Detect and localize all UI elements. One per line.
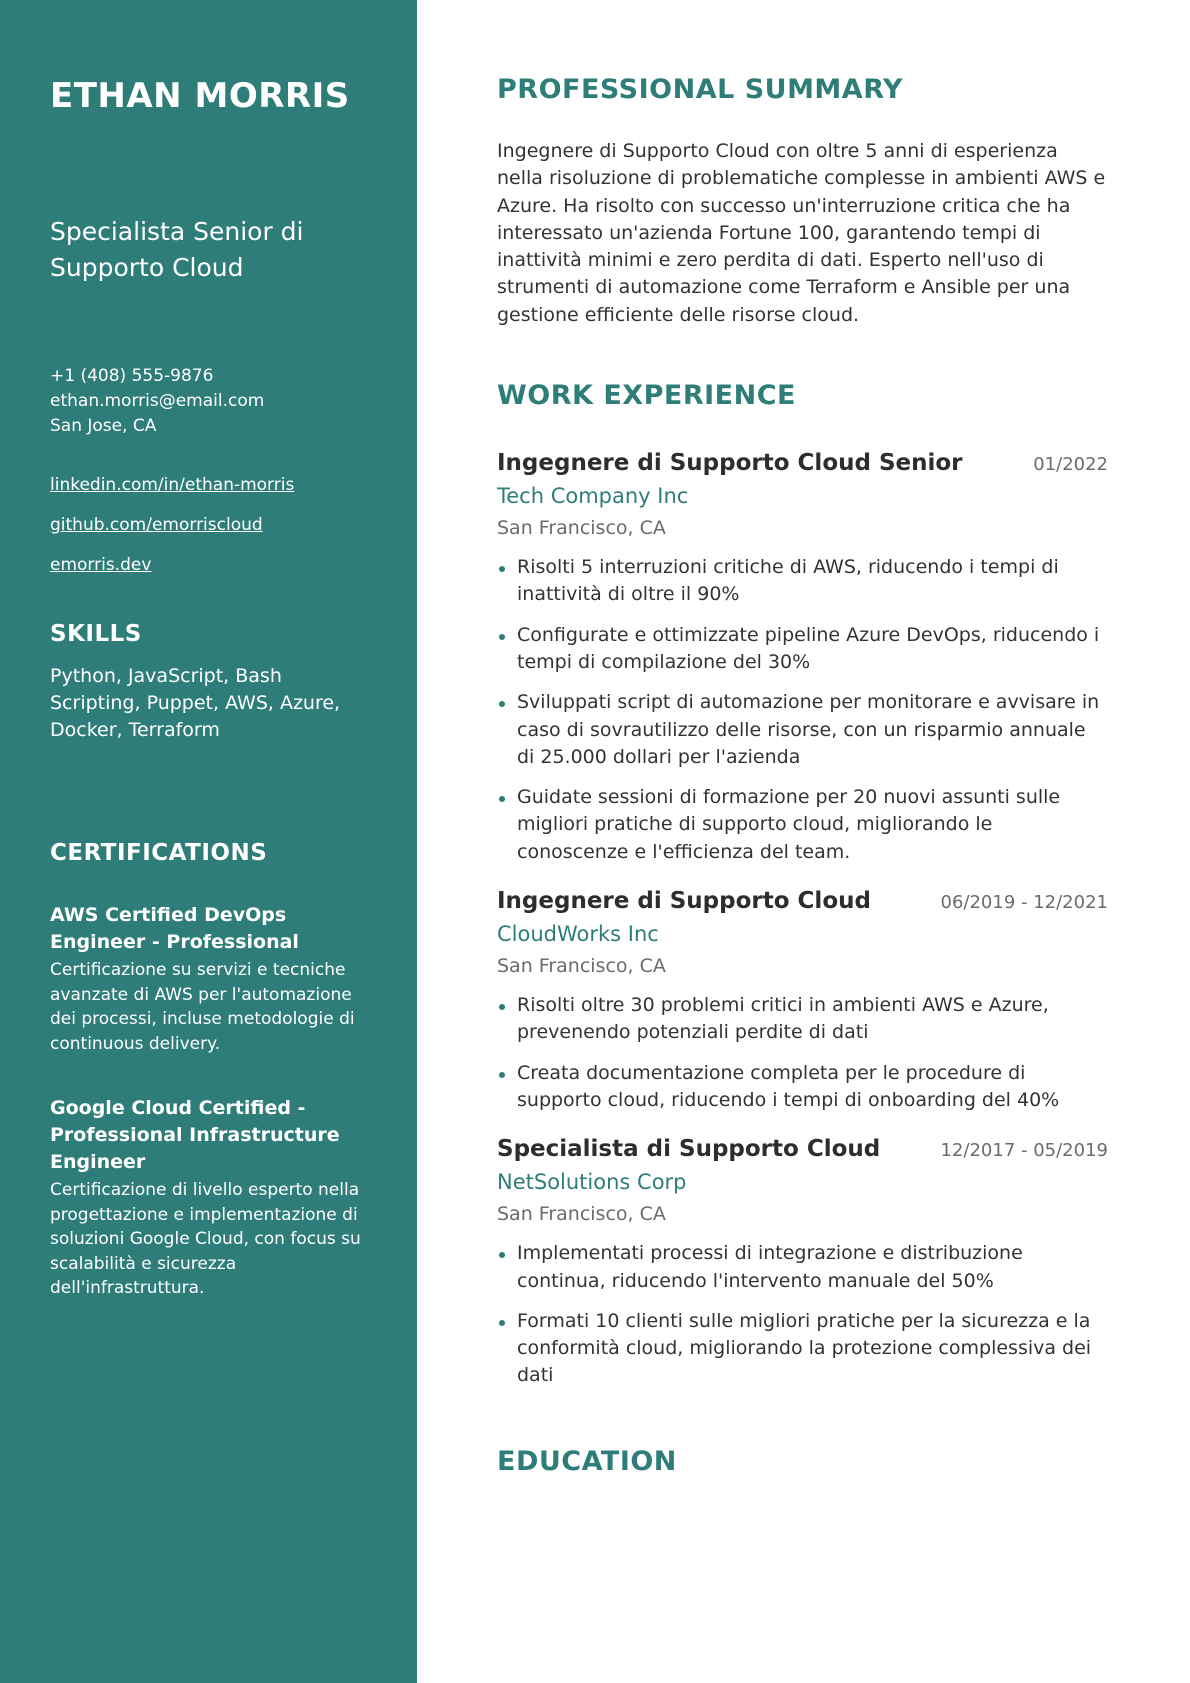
job-date: 01/2022 [1033, 454, 1108, 476]
skills-list: Python, JavaScript, Bash Scripting, Puppet, AWS, Azure, Docker, Terraform [50, 665, 341, 741]
achievement-item: Risolti 5 interruzioni critiche di AWS, riducendo i tempi di inattività di oltre il 90% [497, 554, 1108, 609]
candidate-name: ETHAN MORRIS [50, 76, 350, 116]
skills-heading: SKILLS [50, 621, 142, 647]
achievement-list [497, 992, 1108, 1114]
certification-title: Google Cloud Certified - Professional Infrastructure Engineer [50, 1097, 340, 1173]
certification-description: Certificazione su servizi e tecniche avanzate di AWS per l'automazione dei processi, incluse metodologie di continuous delivery. [50, 960, 355, 1054]
achievement-item: Sviluppati script di automazione per monitorare e avvisare in caso di sovrautilizzo delle risorse, con un risparmio annuale di 25.000 dollari per l'azienda [497, 689, 1108, 771]
profile-links [50, 473, 377, 578]
github-link[interactable]: github.com/emorriscloud [50, 515, 263, 535]
achievement-item: Risolti oltre 30 problemi critici in ambienti AWS e Azure, prevenendo potenziali perdite di dati [497, 992, 1108, 1047]
home-location: San Jose, CA [50, 416, 157, 436]
job-entry [497, 1132, 1108, 1389]
achievement-list [497, 554, 1108, 866]
job-entry [497, 446, 1108, 866]
main-content [417, 0, 1190, 1683]
job-header [497, 1132, 1108, 1166]
company-name: CloudWorks Inc [497, 922, 659, 947]
achievement-item: Formati 10 clienti sulle migliori pratiche per la sicurezza e la conformità cloud, migliorando la protezione complessiva dei dati [497, 1308, 1108, 1390]
job-date: 12/2017 - 05/2019 [940, 1140, 1108, 1162]
sidebar [0, 0, 417, 1683]
job-header [497, 446, 1108, 480]
candidate-headline: Specialista Senior di Supporto Cloud [50, 217, 304, 282]
job-header [497, 884, 1108, 918]
certification-item [50, 902, 377, 1056]
achievement-item: Implementati processi di integrazione e distribuzione continua, riducendo l'intervento manuale del 50% [497, 1240, 1108, 1295]
job-entry [497, 884, 1108, 1114]
achievement-item: Creata documentazione completa per le procedure di supporto cloud, riducendo i tempi di onboarding del 40% [497, 1060, 1108, 1115]
achievement-list [497, 1240, 1108, 1389]
achievement-item: Configurate e ottimizzate pipeline Azure DevOps, riducendo i tempi di compilazione del 30% [497, 622, 1108, 677]
certification-item [50, 1095, 377, 1301]
certifications-heading: CERTIFICATIONS [50, 840, 268, 866]
job-location: San Francisco, CA [497, 955, 666, 978]
work-experience-heading: WORK EXPERIENCE [497, 380, 796, 412]
certification-title: AWS Certified DevOps Engineer - Professional [50, 904, 299, 953]
summary-text: Ingegnere di Supporto Cloud con oltre 5 anni di esperienza nella risoluzione di problematiche complesse in ambienti AWS e Azure. Ha risolto con successo un'interruzione critica che ha interessato un'azienda Fortune 100, garantendo tempi di inattività minimi e zero perdita di dati. Esperto nell'uso di strumenti di automazione come Terraform e Ansible per una gestione efficiente delle risorse cloud. [497, 140, 1106, 326]
company-name: NetSolutions Corp [497, 1170, 687, 1195]
job-title: Ingegnere di Supporto Cloud [497, 888, 871, 915]
job-location: San Francisco, CA [497, 517, 666, 540]
phone-number: +1 (408) 555-9876 [50, 366, 214, 386]
achievement-item: Guidate sessioni di formazione per 20 nuovi assunti sulle migliori pratiche di supporto cloud, migliorando le conoscenze e l'efficienza del team. [497, 784, 1108, 866]
job-title: Ingegnere di Supporto Cloud Senior [497, 450, 963, 477]
job-location: San Francisco, CA [497, 1203, 666, 1226]
email-address: ethan.morris@email.com [50, 391, 265, 411]
company-name: Tech Company Inc [497, 484, 689, 509]
certification-description: Certificazione di livello esperto nella progettazione e implementazione di soluzioni Google Cloud, con focus su scalabilità e sicurezza dell'infrastruttura. [50, 1180, 361, 1298]
linkedin-link[interactable]: linkedin.com/in/ethan-morris [50, 475, 295, 495]
summary-heading: PROFESSIONAL SUMMARY [497, 74, 904, 105]
job-title: Specialista di Supporto Cloud [497, 1136, 881, 1163]
education-heading: EDUCATION [497, 1445, 677, 1477]
website-link[interactable]: emorris.dev [50, 555, 152, 575]
job-date: 06/2019 - 12/2021 [940, 892, 1108, 914]
contact-info [50, 364, 377, 439]
